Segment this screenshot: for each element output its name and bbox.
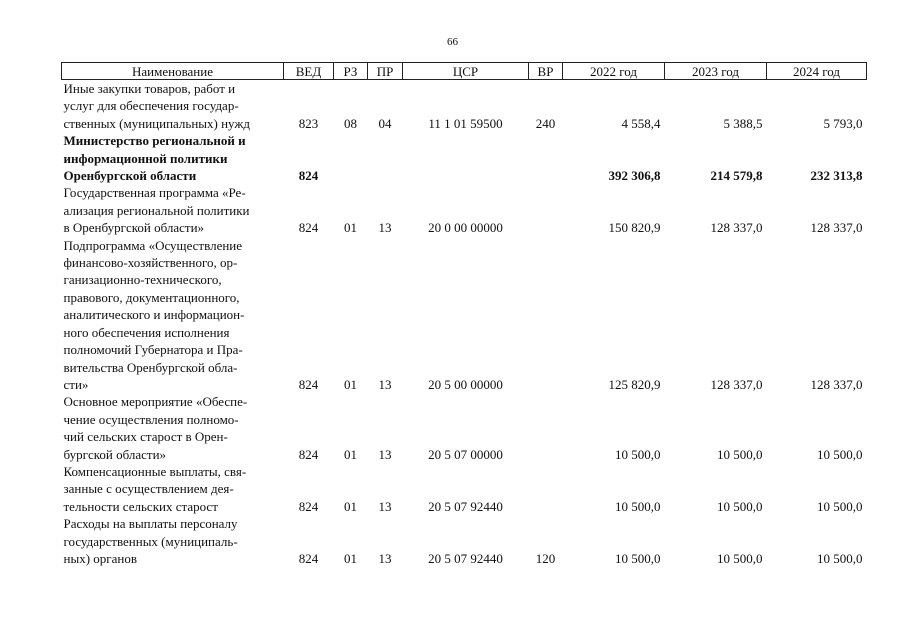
cell-pr: 13 (378, 376, 392, 392)
cell-name-line: Подпрограмма «Осуществление (63, 237, 243, 253)
table-body (62, 80, 867, 568)
cell-name-line: чий сельских старост в Орен- (63, 429, 228, 445)
cell-ved: 823 (298, 115, 319, 131)
cell-csr: 11 1 01 59500 (428, 115, 503, 131)
budget-table (61, 62, 867, 567)
cell-2024: 10 500,0 (817, 446, 863, 462)
cell-2022: 125 820,9 (608, 376, 661, 392)
cell-name-line: ных) органов (63, 550, 137, 566)
cell-csr: 20 5 07 92440 (428, 550, 503, 566)
cell-vr (529, 393, 563, 463)
cell-name-line: услуг для обеспечения государ- (63, 98, 239, 114)
cell-name-line: Иные закупки товаров, работ и (63, 81, 236, 96)
cell-2022: 150 820,9 (608, 220, 661, 236)
cell-vr (529, 132, 563, 184)
col-header-rz: РЗ (334, 63, 368, 80)
cell-name (62, 393, 284, 463)
cell-2024: 128 337,0 (810, 376, 863, 392)
table-row (62, 132, 867, 184)
cell-vr (529, 237, 563, 394)
cell-name (62, 515, 284, 567)
cell-name-line: полномочий Губернатора и Пра- (63, 342, 243, 358)
table-row (62, 80, 867, 133)
cell-vr (529, 184, 563, 236)
cell-pr: 13 (378, 498, 392, 514)
cell-name-line: ного обеспечения исполнения (63, 324, 230, 340)
cell-2022: 392 306,8 (608, 168, 661, 184)
cell-2022: 10 500,0 (615, 550, 661, 566)
cell-2024: 128 337,0 (810, 220, 863, 236)
cell-2022: 10 500,0 (615, 498, 661, 514)
cell-name-line: ственных (муниципальных) нужд (63, 115, 250, 131)
cell-rz: 01 (344, 550, 357, 566)
cell-vr (529, 463, 563, 515)
cell-ved: 824 (298, 376, 319, 392)
cell-name-line: финансово-хозяйственного, ор- (63, 255, 238, 271)
cell-rz: 01 (344, 220, 357, 236)
col-header-pr: ПР (368, 63, 403, 80)
cell-name-line: Расходы на выплаты персоналу (63, 516, 238, 532)
cell-rz: 01 (344, 376, 357, 392)
cell-name-line: информационной политики (63, 150, 228, 166)
cell-ved: 824 (298, 220, 319, 236)
cell-name-line: аналитического и информацион- (63, 307, 245, 323)
table-row (62, 393, 867, 463)
table-row (62, 515, 867, 567)
col-header-2024: 2024 год (767, 63, 867, 80)
cell-2024: 5 793,0 (823, 115, 863, 131)
cell-pr (368, 132, 403, 184)
cell-pr: 13 (378, 446, 392, 462)
cell-name-line: Оренбургской области (63, 168, 197, 184)
table-row (62, 237, 867, 394)
cell-pr: 04 (378, 115, 392, 131)
cell-ved: 824 (298, 498, 319, 514)
cell-pr: 13 (378, 550, 392, 566)
cell-rz (334, 132, 368, 184)
cell-name-line: ализация региональной политики (63, 202, 250, 218)
cell-name-line: бургской области» (63, 446, 167, 462)
cell-name-line: Министерство региональной и (63, 133, 246, 149)
cell-name (62, 463, 284, 515)
cell-name-line: занные с осуществлением дея- (63, 481, 234, 497)
cell-2024: 10 500,0 (817, 498, 863, 514)
cell-name-line: Компенсационные выплаты, свя- (63, 463, 247, 479)
cell-name-line: Основное мероприятие «Обеспе- (63, 394, 248, 410)
table-row (62, 184, 867, 236)
cell-name-line: тельности сельских старост (63, 498, 218, 514)
cell-csr: 20 5 07 00000 (428, 446, 503, 462)
cell-name-line: чение осуществления полномо- (63, 411, 239, 427)
cell-name (62, 132, 284, 184)
cell-rz: 01 (344, 446, 357, 462)
cell-2023: 10 500,0 (717, 550, 763, 566)
cell-ved: 824 (298, 446, 319, 462)
page-number: 66 (447, 36, 458, 48)
cell-name-line: правового, документационного, (63, 289, 240, 305)
cell-csr: 20 5 00 00000 (428, 376, 503, 392)
table-row (62, 463, 867, 515)
cell-2023: 214 579,8 (710, 168, 763, 184)
cell-2023: 128 337,0 (710, 376, 763, 392)
cell-2022: 4 558,4 (621, 115, 661, 131)
cell-pr: 13 (378, 220, 392, 236)
col-header-csr: ЦСР (403, 63, 529, 80)
cell-csr: 20 5 07 92440 (428, 498, 503, 514)
cell-name-line: государственных (муниципаль- (63, 533, 238, 549)
table-header-row (62, 63, 867, 80)
cell-rz: 01 (344, 498, 357, 514)
cell-name-line: Государственная программа «Ре- (63, 185, 246, 201)
cell-2023: 10 500,0 (717, 446, 763, 462)
cell-2023: 128 337,0 (710, 220, 763, 236)
cell-vr: 240 (535, 115, 556, 131)
cell-name-line: сти» (63, 376, 89, 392)
cell-vr: 120 (535, 550, 556, 566)
cell-name-line: ганизационно-технического, (63, 272, 222, 288)
col-header-2023: 2023 год (665, 63, 767, 80)
cell-2024: 10 500,0 (817, 550, 863, 566)
cell-name (62, 184, 284, 236)
col-header-2022: 2022 год (563, 63, 665, 80)
cell-2023: 10 500,0 (717, 498, 763, 514)
cell-ved: 824 (298, 168, 319, 184)
col-header-ved: ВЕД (284, 63, 334, 80)
cell-rz: 08 (344, 115, 357, 131)
cell-csr (403, 132, 529, 184)
cell-csr: 20 0 00 00000 (428, 220, 503, 236)
cell-2022: 10 500,0 (615, 446, 661, 462)
cell-name (62, 80, 284, 133)
cell-ved: 824 (298, 550, 319, 566)
cell-2023: 5 388,5 (723, 115, 763, 131)
col-header-vr: ВР (529, 63, 563, 80)
cell-2024: 232 313,8 (810, 168, 863, 184)
col-header-name: Наименование (62, 63, 284, 80)
cell-name-line: в Оренбургской области» (63, 220, 205, 236)
cell-name-line: вительства Оренбургской обла- (63, 359, 238, 375)
cell-name (62, 237, 284, 394)
